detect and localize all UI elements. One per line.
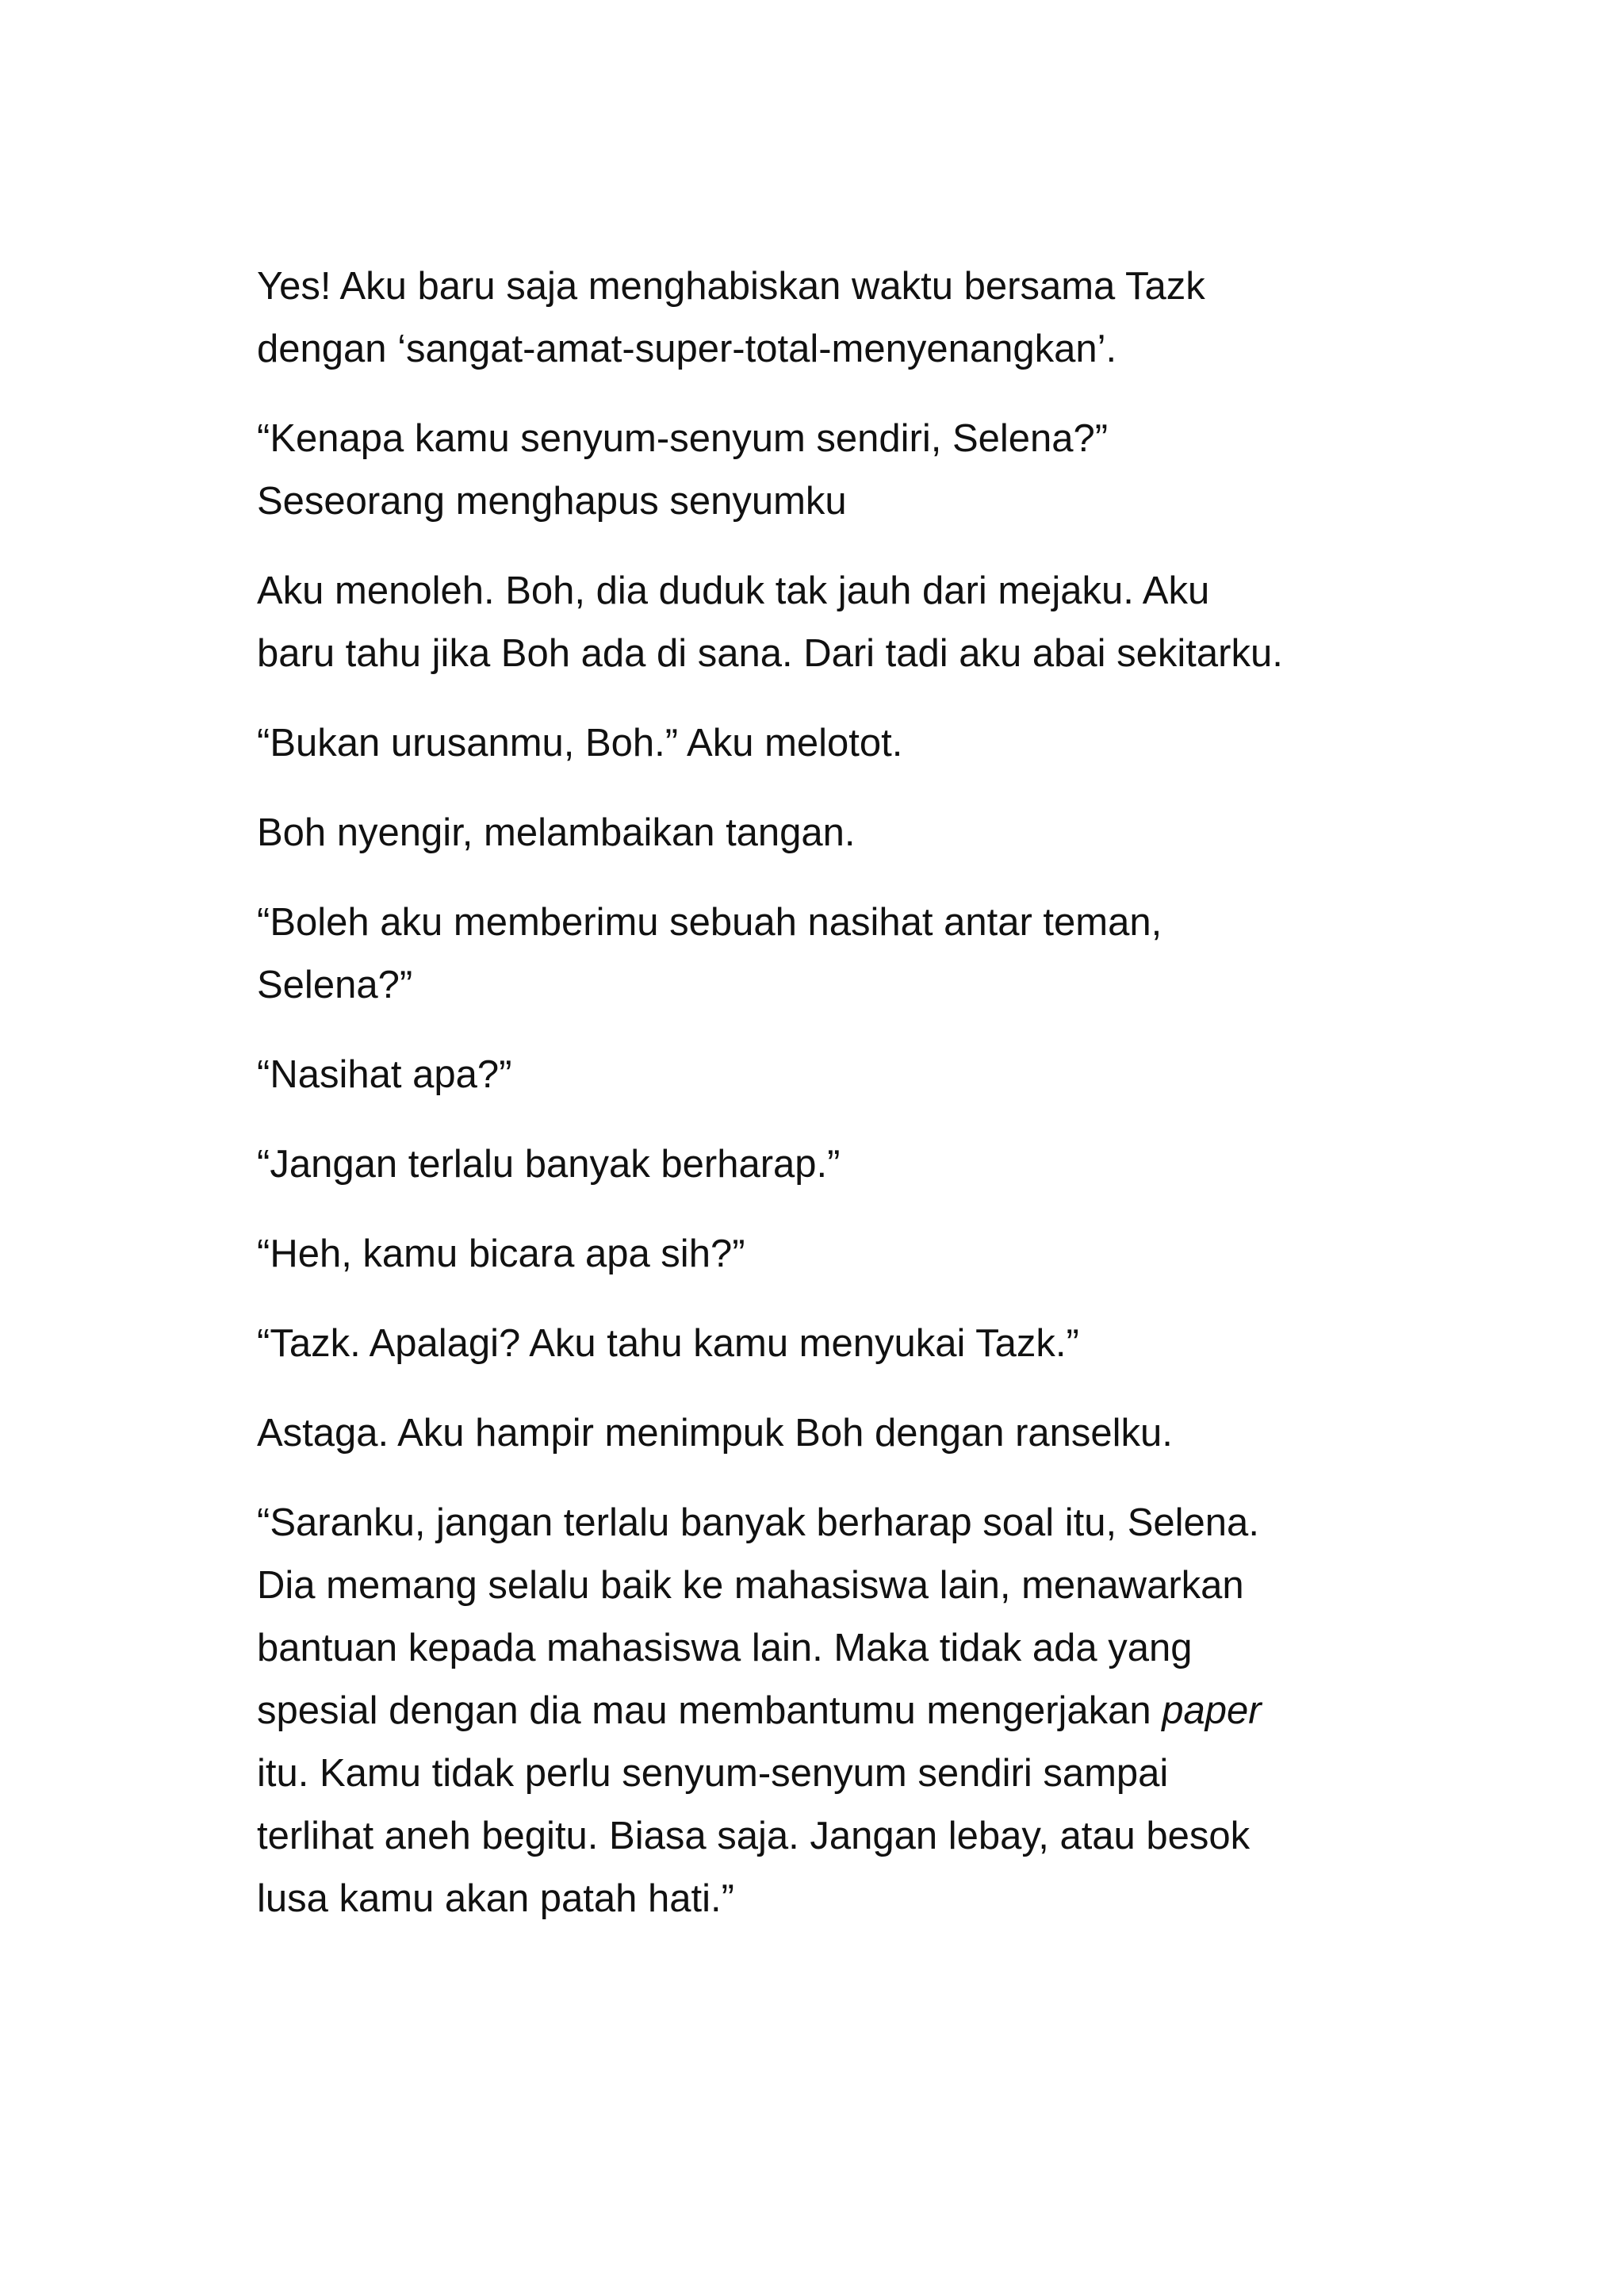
text-line: Dia memang selalu baik ke mahasiswa lain, menawarkan (257, 1564, 1244, 1607)
text-line: “Tazk. Apalagi? Aku tahu kamu menyukai Tazk.” (257, 1322, 1079, 1365)
text-line: Selena?” (257, 964, 413, 1006)
text-line: “Heh, kamu bicara apa sih?” (257, 1232, 745, 1275)
paragraph (257, 408, 1415, 533)
text-line: Seseorang menghapus senyumku (257, 480, 847, 523)
paragraph (257, 255, 1415, 381)
body-text (257, 255, 1415, 1957)
text-line: Yes! Aku baru saja menghabiskan waktu bersama Tazk (257, 265, 1205, 308)
text-line: “Nasihat apa?” (257, 1053, 512, 1096)
text-line: “Boleh aku memberimu sebuah nasihat antar teman, (257, 901, 1162, 944)
text-line-with-italic (257, 1680, 1415, 1742)
paragraph (257, 1133, 1415, 1196)
paragraph (257, 1492, 1415, 1930)
italic-word: paper (1162, 1689, 1262, 1732)
text-line: terlihat aneh begitu. Biasa saja. Jangan lebay, atau besok (257, 1815, 1251, 1857)
text-line: Astaga. Aku hampir menimpuk Boh dengan ranselku. (257, 1412, 1173, 1455)
text-line: “Jangan terlalu banyak berharap.” (257, 1143, 841, 1186)
paragraph (257, 712, 1415, 775)
paragraph (257, 1223, 1415, 1286)
paragraph (257, 1402, 1415, 1465)
paragraph (257, 560, 1415, 685)
text-line: lusa kamu akan patah hati.” (257, 1877, 734, 1920)
text-line: Aku menoleh. Boh, dia duduk tak jauh dari mejaku. Aku (257, 569, 1210, 612)
text-line: “Kenapa kamu senyum-senyum sendiri, Selena?” (257, 417, 1109, 460)
text-line: dengan ‘sangat-amat-super-total-menyenangkan’. (257, 328, 1117, 370)
text-segment: spesial dengan dia mau membantumu mengerjakan (257, 1689, 1162, 1732)
text-line: Boh nyengir, melambaikan tangan. (257, 811, 856, 854)
paragraph (257, 1313, 1415, 1375)
text-line: “Saranku, jangan terlalu banyak berharap soal itu, Selena. (257, 1501, 1259, 1544)
paragraph (257, 1044, 1415, 1106)
paragraph (257, 891, 1415, 1017)
text-line: bantuan kepada mahasiswa lain. Maka tidak ada yang (257, 1627, 1193, 1669)
text-line: “Bukan urusanmu, Boh.” Aku melotot. (257, 722, 903, 765)
text-line: itu. Kamu tidak perlu senyum-senyum sendiri sampai (257, 1752, 1169, 1795)
text-line: baru tahu jika Boh ada di sana. Dari tadi aku abai sekitarku. (257, 632, 1283, 675)
paragraph (257, 802, 1415, 864)
